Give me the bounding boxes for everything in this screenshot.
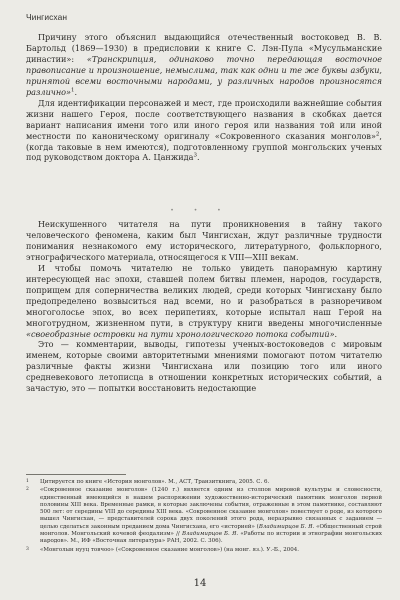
- page-number: 14: [193, 578, 207, 589]
- paragraph-2: Для идентификации персонажей и мест, где происходили важнейшие события жизни нашего Героя, после соответствующего названия в скобках дается вариант написания имени того или иного героя или названия той или иной местности по каноническому оригиналу «Сокровенного сказания монголов»$^2$, (когда таковые в нем имеются), подготовленному группой монгольских ученых под руководством доктора А. Цанжида$^3$.: [26, 97, 382, 163]
- footnote-2: 2 «Сокровенное сказание монголов» (1240 г.) является одним из столпов мировой культуры и словесности, единственный имеющийся в нашем распоряжении художественно-исторический памятник монголов первой половины XIII века. Временные рамки, в которые заключены события, отраженные в этом памятнике, составляют 500 лет: от середины VIII до середины XIII века. «Сокровенное сказание монголов» повествует о роде, из которого вышел Чингисхан, — представителей сорока двух поколений этого рода, неразрывно связанных с заданием — целью сделаться законным преданием дома Чингисхана, его «историей» (Владимирцов Б. Я. «Общественный строй монголов. Монгольский кочевой феодализм» // Владимирцов Б. Я. «Работы по истории и этнографии монгольских народов». М., ИФ «Восточная литература» РАН, 2002. С. 306).: [26, 487, 382, 545]
- footnote-number: 1: [26, 479, 29, 484]
- islands-quote: «своеобразные островки на пути хронологического потока событий»: [26, 328, 335, 339]
- footnote-number: 2: [26, 487, 29, 493]
- footnote-3: 3 «Монголын нууц товчоо» («Сокровенное сказание монголов») (на монг. яз.). У.-Б., 2004.: [26, 546, 299, 553]
- paragraph-1: Причину этого объяснил выдающийся отечественный востоковед В. В. Бартольд (1869—1930) в предисловии к книге С. Лэн-Пула «Мусульманские династии»: «Транскрипция, одинаково точно передающая восточное правописание и произношение, немыслима, так как одни и те же буквы азбуки, принятой всеми восточными народами, у различных народов произносятся различно»$^1$.: [26, 32, 382, 97]
- paragraph-5: Это — комментарии, выводы, гипотезы ученых-востоковедов с мировым именем, которые своими авторитетными мнениями помогают потом читателю различные факты жизни Чингисхана или позицию того или иного средневекового летописца в отношении конкретных исторических событий, а зачастую, это — попытки восстановить недостающие: [26, 339, 382, 394]
- paragraph-3: Неискушенного читателя на пути проникновения в тайну такого человеческого феномена, каким был Чингисхан, ждут различные трудности понимания незнакомого ему исторического, литературного, фольклорного, этнографического материала, относящегося к VIII—XIII векам.: [26, 219, 382, 262]
- footnote-rule: [26, 474, 126, 475]
- running-head: Чингисхан: [26, 12, 68, 22]
- body-section-1: [26, 32, 382, 163]
- footnote-ref-3[interactable]: 3: [193, 152, 197, 159]
- footnote-ref-1[interactable]: 1: [70, 87, 75, 94]
- footnotes: [26, 479, 382, 555]
- bartold-quote: «Транскрипция, одинаково точно передающая восточное правописание и произношение, немыслима, так как одни и те же буквы азбуки, принятой всеми восточными народами, у различных народов произносятся различно»: [26, 53, 382, 97]
- paragraph-4: И чтобы помочь читателю не только увидеть панорамную картину интересующей нас эпохи, ставшей полем битвы племен, народов, государств, поприщем для соперничества великих людей, среди которых Чингисхану было предопределено возвыситься над всеми, но и разобраться в разноречивом многоголосье эпох, во всех перипетиях, которые испытал наш Герой на многотрудном, жизненном пути, в структуру книги введены многочисленные «своеобразные островки на пути хронологического потока событий».: [26, 262, 382, 339]
- footnote-ref-2[interactable]: 2: [375, 130, 380, 137]
- section-separator: • • •: [170, 207, 230, 214]
- footnote-number: 3: [26, 546, 29, 552]
- body-section-2: [26, 219, 382, 394]
- footnote-1: 1 Цитируется по книге «История монголов». М., АСТ, Транзиткнига, 2005. С. 6.: [26, 479, 270, 485]
